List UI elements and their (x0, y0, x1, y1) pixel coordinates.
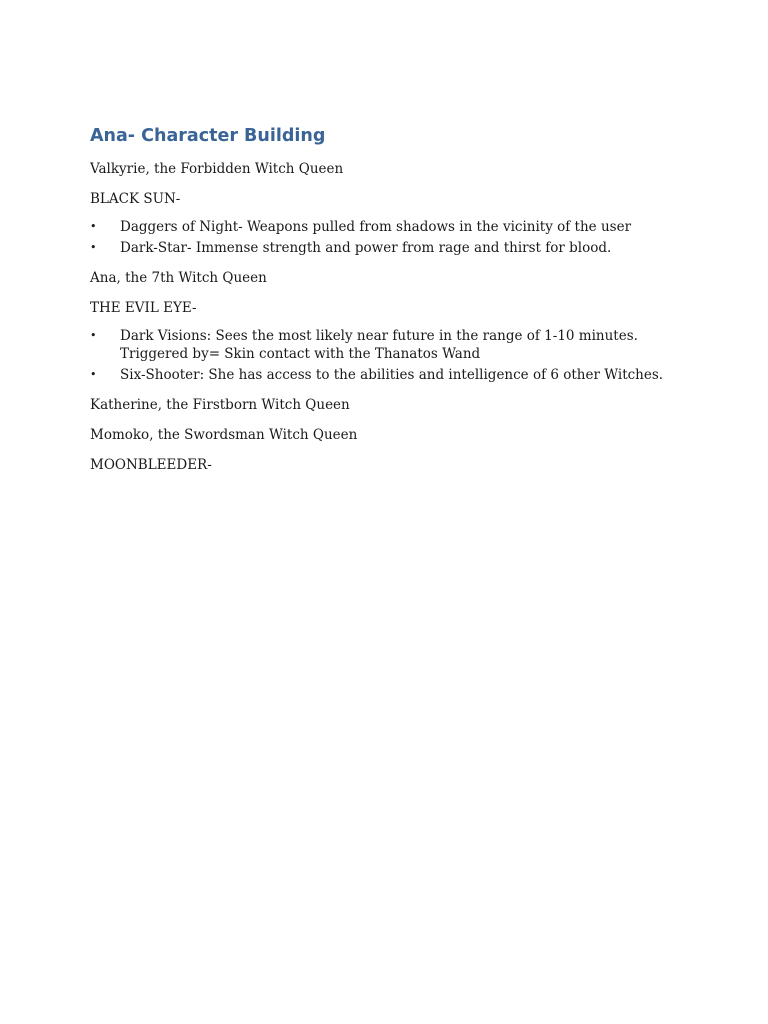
list-item (90, 327, 690, 363)
paragraph-black-sun: BLACK SUN- (90, 191, 181, 207)
bullet-list-black-sun (90, 218, 690, 257)
list-item-text: Dark Visions: Sees the most likely near future in the range of 1-10 minutes. Triggered by= Skin contact with the Thanatos Wand (120, 328, 638, 362)
paragraph-evil-eye: THE EVIL EYE- (90, 300, 197, 316)
paragraph-valkyrie: Valkyrie, the Forbidden Witch Queen (90, 161, 344, 177)
document-title: Ana- Character Building (90, 126, 326, 146)
list-item-text: Dark-Star- Immense strength and power from rage and thirst for blood. (120, 240, 612, 256)
list-item-text: Daggers of Night- Weapons pulled from shadows in the vicinity of the user (120, 219, 632, 235)
bullet-icon: • (90, 220, 97, 233)
bullet-list-evil-eye (90, 327, 690, 384)
bullet-icon: • (90, 329, 97, 342)
list-item (90, 366, 690, 384)
paragraph-moonbleeder: MOONBLEEDER- (90, 457, 212, 473)
list-item (90, 239, 690, 257)
paragraph-katherine: Katherine, the Firstborn Witch Queen (90, 397, 350, 413)
paragraph-ana: Ana, the 7th Witch Queen (90, 270, 267, 286)
document-body (90, 124, 690, 486)
bullet-icon: • (90, 241, 97, 254)
list-item (90, 218, 690, 236)
paragraph-momoko: Momoko, the Swordsman Witch Queen (90, 427, 358, 443)
bullet-icon: • (90, 368, 97, 381)
list-item-text: Six-Shooter: She has access to the abilities and intelligence of 6 other Witches. (120, 367, 664, 383)
